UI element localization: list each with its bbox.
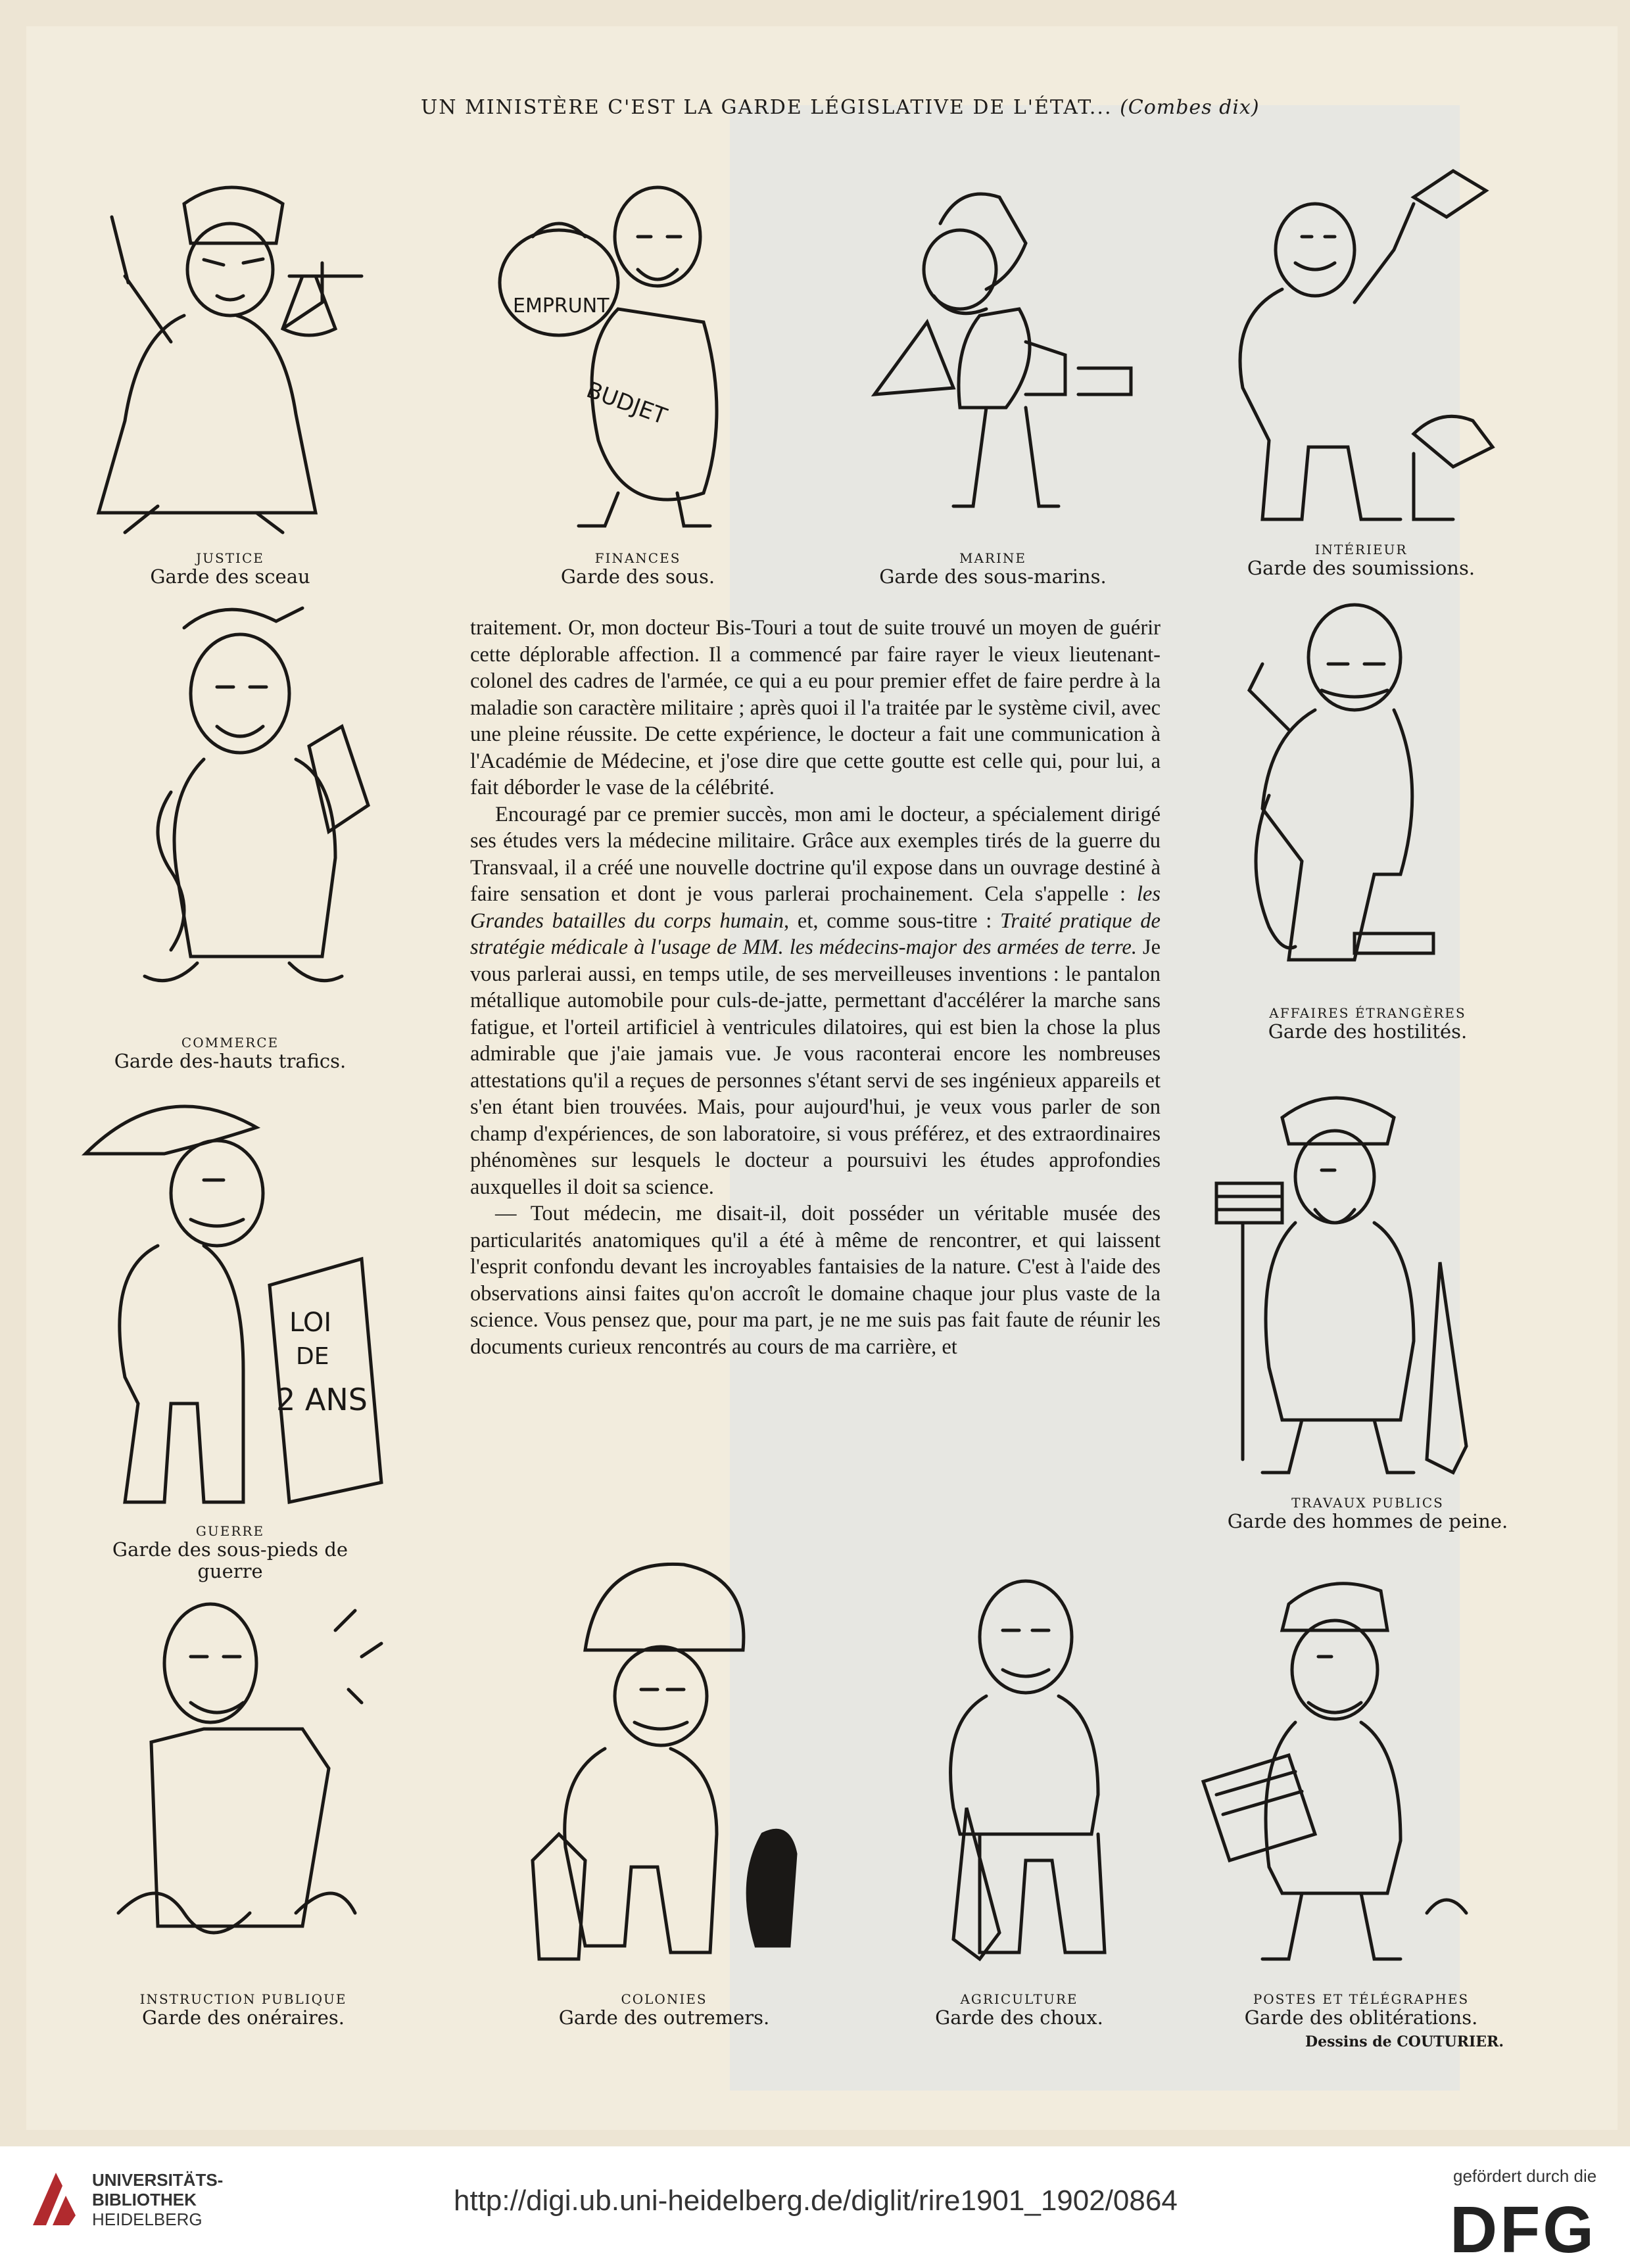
sponsor-text: gefördert durch die: [1453, 2166, 1597, 2186]
caption-motto: Garde des choux.: [935, 2006, 1103, 2029]
page-header: [421, 96, 1260, 119]
caption-motto: Garde des outremers.: [558, 2006, 770, 2029]
book-subtitle: Traité pratique de stratégie médicale à l'usage de MM. les médecins-major des armées de terre.: [470, 909, 1161, 959]
caption-ministry: JUSTICE: [196, 550, 264, 566]
illustration-postes-telegraphes: [1190, 1558, 1486, 1985]
library-line-1: UNIVERSITÄTS-: [92, 2170, 224, 2190]
credit-artist: COUTURIER.: [1397, 2033, 1504, 2050]
caption-ministry: COMMERCE: [181, 1035, 279, 1051]
caption-motto: Garde des sous-marins.: [879, 565, 1107, 588]
illustration-interieur: [1203, 158, 1506, 539]
caption-motto: Garde des sous-pieds de guerre: [112, 1538, 348, 1583]
illustration-agriculture: [888, 1558, 1164, 1985]
paragraph-2-part-a: Encouragé par ce premier succès, mon ami le docteur, a spécialement dirigé ses études vers la médecine militaire. Grâce aux exemples tirés de la guerre du Transvaal, il a créé une nouvelle doctrine qu'il expose dans un ouvrage destiné à faire sensation et dont je vous parlerai prochainement. Cela s'appelle :: [470, 802, 1161, 906]
caption-ministry: INTÉRIEUR: [1314, 542, 1408, 557]
article-text: [470, 615, 1161, 1360]
library-line-2: BIBLIOTHEK: [92, 2190, 197, 2209]
caption-motto: Garde des sous.: [560, 565, 715, 588]
paragraph-2-part-c: Je vous parlerai aussi, en temps utile, de ses merveilleuses inventions : le pantalon métallique automobile pour culs-de-jatte, permettant d'accélérer la marche sans fatigue, et l'orteil artificiel à ventricules dilatoires, qui est bien la chose la plus admirable que j'aie jamais vue. Je vous raconterai encore les nombreuses attestations qu'il a reçues de personnes s'étant servi de ses ingénieux appareils et s'en étant bien trouvées. Mais, pour aujourd'hui, je veux vous parler de son champ d'expériences, de son laboratoire, si vous préférez, et des extraordinaires phénomènes sur lesquels le docteur a poursuivi les études approfondies auxquelles il doit sa science.: [470, 935, 1161, 1199]
caption-ministry: AFFAIRES ÉTRANGÈRES: [1269, 1005, 1466, 1021]
caption-motto: Garde des soumissions.: [1247, 557, 1475, 579]
illustration-finances: [487, 171, 750, 539]
caption-affaires-etrangeres: [1223, 1006, 1512, 1043]
illustration-instruction-publique: [99, 1571, 395, 1985]
illustration-colonies: [493, 1558, 822, 1985]
caption-motto: Garde des hostilités.: [1268, 1020, 1468, 1043]
credit-prefix: Dessins de: [1305, 2033, 1397, 2050]
caption-marine: [855, 551, 1131, 588]
book-title: les Grandes batailles du corps humain: [470, 882, 1161, 933]
paragraph-2: [470, 801, 1161, 1201]
illustration-affaires-etrangeres: [1216, 585, 1493, 993]
caption-finances: [500, 551, 776, 588]
de-label: DE: [296, 1343, 329, 1370]
dfg-logo[interactable]: DFG: [1450, 2193, 1597, 2267]
caption-motto: Garde des sceau: [150, 565, 310, 588]
header-text: UN MINISTÈRE C'EST LA GARDE LÉGISLATIVE DE L'ÉTAT...: [421, 96, 1113, 119]
caption-motto: Garde des oblitérations.: [1244, 2006, 1478, 2029]
illustration-justice: [53, 164, 421, 539]
emprunt-label: EMPRUNT: [513, 295, 610, 318]
library-name: [92, 2170, 223, 2229]
caption-ministry: MARINE: [959, 550, 1026, 566]
caption-instruction-publique: [99, 1992, 388, 2029]
caption-travaux-publics: [1223, 1496, 1512, 1532]
caption-ministry: FINANCES: [594, 550, 681, 566]
paragraph-1: traitement. Or, mon docteur Bis-Touri a tout de suite trouvé un moyen de guérir cette déplorable affection. Il a commencé par faire rayer le vieux lieutenant-colonel des cadres de l'armée, ce qui a eu pour premier effet de faire perdre à la maladie son caractère militaire ; après quoi il l'a traitée par le système civil, avec une pleine réussite. De cette expérience, le docteur a fait une communication à l'Académie de Médecine, et j'ose dire que cette goutte est celle qui, pour lui, a fait déborder le vase de la célébrité.: [470, 616, 1161, 799]
caption-ministry: COLONIES: [621, 1991, 707, 2007]
loi-label: LOI: [289, 1308, 332, 1338]
paragraph-3: — Tout médecin, me disait-il, doit posséder un véritable musée des particularités anatomiques qu'il a été à même de rencontrer, et qui laissent l'esprit confondu devant les incroyables fantaisies de la nature. C'est à l'aide des observations ainsi faites qu'on accroît le domaine chaque jour plus vaste de la science. Vous pensez que, pour ma part, je ne me suis pas fait faute de réunir les documents curieux rencontrés au cours de ma carrière, et: [470, 1202, 1161, 1359]
caption-motto: Garde des hommes de peine.: [1227, 1510, 1508, 1532]
caption-commerce: [92, 1035, 368, 1072]
illustration-guerre: [72, 1088, 388, 1509]
caption-ministry: TRAVAUX PUBLICS: [1291, 1495, 1444, 1511]
caption-motto: Garde des-hauts trafics.: [114, 1050, 347, 1072]
caption-ministry: AGRICULTURE: [960, 1991, 1078, 2007]
viewer-footer: [0, 2146, 1630, 2268]
caption-agriculture: [881, 1992, 1157, 2029]
caption-colonies: [513, 1992, 815, 2029]
caption-motto: Garde des onéraires.: [142, 2006, 345, 2029]
budjet-label: BUDJET: [583, 377, 671, 431]
illustration-travaux-publics: [1203, 1065, 1499, 1492]
caption-postes-telegraphes: [1216, 1992, 1506, 2029]
ans-label: 2 ANS: [276, 1382, 368, 1417]
document-url-link[interactable]: http://digi.ub.uni-heidelberg.de/diglit/rire1901_1902/0864: [454, 2185, 1178, 2217]
illustration-marine: [855, 171, 1144, 539]
library-line-3: HEIDELBERG: [92, 2209, 203, 2229]
caption-ministry: INSTRUCTION PUBLIQUE: [139, 1991, 347, 2007]
caption-justice: [99, 551, 362, 588]
library-logo-icon[interactable]: [26, 2166, 85, 2232]
paragraph-2-part-b: , et, comme sous-titre :: [784, 909, 992, 933]
header-attribution: (Combes dix): [1120, 96, 1260, 119]
caption-interieur: [1223, 542, 1499, 579]
caption-ministry: GUERRE: [195, 1523, 265, 1539]
illustration-commerce: [118, 595, 381, 1022]
caption-ministry: POSTES ET TÉLÉGRAPHES: [1253, 1991, 1470, 2007]
illustration-credit: [1305, 2033, 1504, 2050]
